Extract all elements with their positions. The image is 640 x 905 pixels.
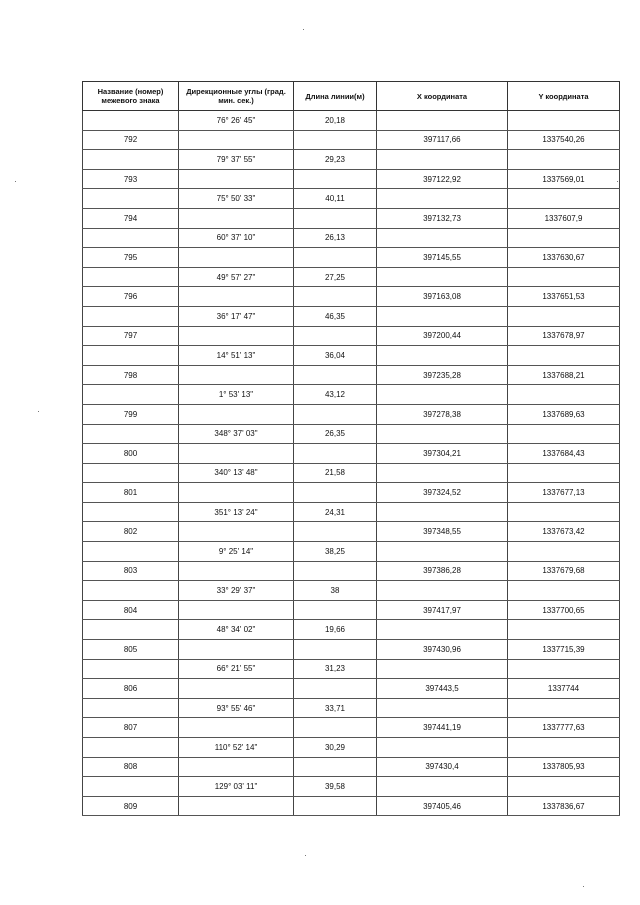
table-body	[83, 111, 620, 816]
y-coordinate-cell: 1337744	[508, 679, 620, 699]
x-coordinate-cell	[377, 581, 508, 601]
marker-name-cell	[83, 111, 179, 131]
marker-name-cell: 793	[83, 169, 179, 189]
y-coordinate-cell	[508, 738, 620, 758]
line-length-cell: 19,66	[294, 620, 377, 640]
direction-angle-cell	[179, 169, 294, 189]
direction-angle-cell: 48° 34' 02"	[179, 620, 294, 640]
segment-row	[83, 424, 620, 444]
point-row	[83, 757, 620, 777]
marker-name-cell: 792	[83, 130, 179, 150]
direction-angle-cell: 93° 55' 46"	[179, 698, 294, 718]
point-row	[83, 718, 620, 738]
direction-angle-cell: 351° 13' 24"	[179, 502, 294, 522]
marker-name-cell	[83, 346, 179, 366]
line-length-cell	[294, 248, 377, 268]
header-line-length: Длина линии(м)	[294, 82, 377, 111]
x-coordinate-cell: 397200,44	[377, 326, 508, 346]
x-coordinate-cell	[377, 189, 508, 209]
x-coordinate-cell: 397122,92	[377, 169, 508, 189]
x-coordinate-cell: 397417,97	[377, 600, 508, 620]
x-coordinate-cell: 397324,52	[377, 483, 508, 503]
scan-speck	[15, 181, 16, 182]
y-coordinate-cell: 1337630,67	[508, 248, 620, 268]
point-row	[83, 326, 620, 346]
marker-name-cell: 807	[83, 718, 179, 738]
segment-row	[83, 620, 620, 640]
y-coordinate-cell: 1337805,93	[508, 757, 620, 777]
point-row	[83, 522, 620, 542]
y-coordinate-cell	[508, 111, 620, 131]
line-length-cell: 24,31	[294, 502, 377, 522]
marker-name-cell: 797	[83, 326, 179, 346]
segment-row	[83, 581, 620, 601]
y-coordinate-cell: 1337679,68	[508, 561, 620, 581]
line-length-cell: 46,35	[294, 306, 377, 326]
direction-angle-cell	[179, 796, 294, 816]
x-coordinate-cell	[377, 424, 508, 444]
direction-angle-cell	[179, 640, 294, 660]
point-row	[83, 679, 620, 699]
direction-angle-cell	[179, 287, 294, 307]
direction-angle-cell	[179, 404, 294, 424]
x-coordinate-cell: 397405,46	[377, 796, 508, 816]
marker-name-cell: 801	[83, 483, 179, 503]
x-coordinate-cell	[377, 542, 508, 562]
x-coordinate-cell: 397278,38	[377, 404, 508, 424]
y-coordinate-cell	[508, 267, 620, 287]
segment-row	[83, 385, 620, 405]
scan-speck	[583, 886, 584, 887]
x-coordinate-cell: 397430,96	[377, 640, 508, 660]
segment-row	[83, 189, 620, 209]
y-coordinate-cell	[508, 306, 620, 326]
line-length-cell	[294, 796, 377, 816]
y-coordinate-cell	[508, 463, 620, 483]
line-length-cell: 38,25	[294, 542, 377, 562]
line-length-cell: 36,04	[294, 346, 377, 366]
marker-name-cell	[83, 385, 179, 405]
marker-name-cell	[83, 189, 179, 209]
direction-angle-cell	[179, 561, 294, 581]
y-coordinate-cell	[508, 502, 620, 522]
segment-row	[83, 111, 620, 131]
x-coordinate-cell: 397145,55	[377, 248, 508, 268]
segment-row	[83, 228, 620, 248]
y-coordinate-cell: 1337673,42	[508, 522, 620, 542]
direction-angle-cell: 110° 52' 14"	[179, 738, 294, 758]
direction-angle-cell: 1° 53' 13"	[179, 385, 294, 405]
x-coordinate-cell: 397163,08	[377, 287, 508, 307]
y-coordinate-cell: 1337688,21	[508, 365, 620, 385]
boundary-coordinates-table	[82, 81, 620, 816]
point-row	[83, 287, 620, 307]
x-coordinate-cell	[377, 111, 508, 131]
y-coordinate-cell: 1337684,43	[508, 444, 620, 464]
line-length-cell	[294, 130, 377, 150]
header-direction-angle: Дирекционные углы (град. мин. сек.)	[179, 82, 294, 111]
marker-name-cell	[83, 463, 179, 483]
x-coordinate-cell	[377, 502, 508, 522]
direction-angle-cell	[179, 718, 294, 738]
line-length-cell	[294, 287, 377, 307]
direction-angle-cell: 14° 51' 13"	[179, 346, 294, 366]
scan-speck	[38, 411, 39, 412]
scan-speck	[305, 855, 306, 856]
marker-name-cell	[83, 542, 179, 562]
y-coordinate-cell: 1337607,9	[508, 208, 620, 228]
segment-row	[83, 150, 620, 170]
x-coordinate-cell: 397441,19	[377, 718, 508, 738]
line-length-cell	[294, 326, 377, 346]
x-coordinate-cell: 397386,28	[377, 561, 508, 581]
marker-name-cell	[83, 659, 179, 679]
line-length-cell	[294, 365, 377, 385]
direction-angle-cell: 66° 21' 55"	[179, 659, 294, 679]
scan-speck	[303, 29, 304, 30]
marker-name-cell: 800	[83, 444, 179, 464]
line-length-cell	[294, 483, 377, 503]
line-length-cell: 39,58	[294, 777, 377, 797]
direction-angle-cell	[179, 444, 294, 464]
y-coordinate-cell: 1337715,39	[508, 640, 620, 660]
x-coordinate-cell	[377, 150, 508, 170]
segment-row	[83, 542, 620, 562]
point-row	[83, 796, 620, 816]
line-length-cell	[294, 640, 377, 660]
x-coordinate-cell: 397443,5	[377, 679, 508, 699]
x-coordinate-cell	[377, 228, 508, 248]
direction-angle-cell	[179, 757, 294, 777]
line-length-cell: 20,18	[294, 111, 377, 131]
segment-row	[83, 659, 620, 679]
segment-row	[83, 738, 620, 758]
direction-angle-cell: 348° 37' 03"	[179, 424, 294, 444]
x-coordinate-cell	[377, 306, 508, 326]
x-coordinate-cell: 397304,21	[377, 444, 508, 464]
direction-angle-cell: 33° 29' 37"	[179, 581, 294, 601]
line-length-cell	[294, 600, 377, 620]
marker-name-cell	[83, 502, 179, 522]
marker-name-cell	[83, 228, 179, 248]
line-length-cell: 40,11	[294, 189, 377, 209]
scan-speck	[617, 181, 618, 182]
y-coordinate-cell	[508, 659, 620, 679]
y-coordinate-cell	[508, 228, 620, 248]
x-coordinate-cell	[377, 385, 508, 405]
marker-name-cell	[83, 777, 179, 797]
y-coordinate-cell: 1337678,97	[508, 326, 620, 346]
marker-name-cell: 809	[83, 796, 179, 816]
direction-angle-cell	[179, 365, 294, 385]
x-coordinate-cell	[377, 738, 508, 758]
y-coordinate-cell	[508, 777, 620, 797]
point-row	[83, 483, 620, 503]
direction-angle-cell: 49° 57' 27"	[179, 267, 294, 287]
x-coordinate-cell: 397132,73	[377, 208, 508, 228]
y-coordinate-cell	[508, 424, 620, 444]
point-row	[83, 208, 620, 228]
direction-angle-cell	[179, 208, 294, 228]
table-header	[83, 82, 620, 111]
line-length-cell: 29,23	[294, 150, 377, 170]
direction-angle-cell	[179, 326, 294, 346]
segment-row	[83, 698, 620, 718]
y-coordinate-cell: 1337540,26	[508, 130, 620, 150]
y-coordinate-cell	[508, 346, 620, 366]
line-length-cell: 43,12	[294, 385, 377, 405]
marker-name-cell: 798	[83, 365, 179, 385]
marker-name-cell: 795	[83, 248, 179, 268]
point-row	[83, 365, 620, 385]
header-marker-name: Название (номер) межевого знака	[83, 82, 179, 111]
marker-name-cell: 806	[83, 679, 179, 699]
header-x-coordinate: X координата	[377, 82, 508, 111]
segment-row	[83, 267, 620, 287]
y-coordinate-cell: 1337689,63	[508, 404, 620, 424]
marker-name-cell: 794	[83, 208, 179, 228]
x-coordinate-cell: 397430,4	[377, 757, 508, 777]
segment-row	[83, 777, 620, 797]
marker-name-cell	[83, 150, 179, 170]
segment-row	[83, 346, 620, 366]
direction-angle-cell	[179, 679, 294, 699]
marker-name-cell	[83, 620, 179, 640]
x-coordinate-cell	[377, 620, 508, 640]
line-length-cell: 21,58	[294, 463, 377, 483]
marker-name-cell	[83, 698, 179, 718]
line-length-cell	[294, 561, 377, 581]
direction-angle-cell: 340° 13' 48"	[179, 463, 294, 483]
y-coordinate-cell	[508, 189, 620, 209]
direction-angle-cell: 75° 50' 33"	[179, 189, 294, 209]
point-row	[83, 404, 620, 424]
y-coordinate-cell: 1337836,67	[508, 796, 620, 816]
y-coordinate-cell: 1337700,65	[508, 600, 620, 620]
x-coordinate-cell	[377, 267, 508, 287]
point-row	[83, 640, 620, 660]
marker-name-cell	[83, 424, 179, 444]
line-length-cell	[294, 757, 377, 777]
line-length-cell: 26,13	[294, 228, 377, 248]
direction-angle-cell: 129° 03' 11"	[179, 777, 294, 797]
y-coordinate-cell: 1337569,01	[508, 169, 620, 189]
line-length-cell: 31,23	[294, 659, 377, 679]
direction-angle-cell	[179, 522, 294, 542]
marker-name-cell: 808	[83, 757, 179, 777]
y-coordinate-cell	[508, 581, 620, 601]
header-y-coordinate: Y координата	[508, 82, 620, 111]
line-length-cell: 38	[294, 581, 377, 601]
line-length-cell	[294, 679, 377, 699]
line-length-cell: 27,25	[294, 267, 377, 287]
marker-name-cell	[83, 581, 179, 601]
direction-angle-cell: 76° 26' 45"	[179, 111, 294, 131]
segment-row	[83, 502, 620, 522]
line-length-cell	[294, 169, 377, 189]
y-coordinate-cell: 1337651,53	[508, 287, 620, 307]
line-length-cell	[294, 522, 377, 542]
direction-angle-cell	[179, 248, 294, 268]
direction-angle-cell	[179, 130, 294, 150]
x-coordinate-cell	[377, 463, 508, 483]
marker-name-cell: 804	[83, 600, 179, 620]
x-coordinate-cell	[377, 777, 508, 797]
direction-angle-cell: 36° 17' 47"	[179, 306, 294, 326]
line-length-cell: 30,29	[294, 738, 377, 758]
y-coordinate-cell: 1337777,63	[508, 718, 620, 738]
point-row	[83, 248, 620, 268]
direction-angle-cell	[179, 483, 294, 503]
x-coordinate-cell	[377, 698, 508, 718]
marker-name-cell: 802	[83, 522, 179, 542]
direction-angle-cell: 9° 25' 14"	[179, 542, 294, 562]
line-length-cell	[294, 404, 377, 424]
marker-name-cell	[83, 267, 179, 287]
segment-row	[83, 463, 620, 483]
line-length-cell: 26,35	[294, 424, 377, 444]
y-coordinate-cell	[508, 150, 620, 170]
direction-angle-cell	[179, 600, 294, 620]
x-coordinate-cell	[377, 659, 508, 679]
point-row	[83, 600, 620, 620]
y-coordinate-cell	[508, 385, 620, 405]
y-coordinate-cell	[508, 698, 620, 718]
x-coordinate-cell: 397235,28	[377, 365, 508, 385]
x-coordinate-cell	[377, 346, 508, 366]
line-length-cell	[294, 208, 377, 228]
direction-angle-cell: 60° 37' 10"	[179, 228, 294, 248]
point-row	[83, 130, 620, 150]
marker-name-cell: 799	[83, 404, 179, 424]
x-coordinate-cell: 397348,55	[377, 522, 508, 542]
line-length-cell	[294, 718, 377, 738]
marker-name-cell	[83, 306, 179, 326]
line-length-cell	[294, 444, 377, 464]
marker-name-cell	[83, 738, 179, 758]
header-row	[83, 82, 620, 111]
marker-name-cell: 803	[83, 561, 179, 581]
y-coordinate-cell	[508, 620, 620, 640]
x-coordinate-cell: 397117,66	[377, 130, 508, 150]
marker-name-cell: 805	[83, 640, 179, 660]
y-coordinate-cell	[508, 542, 620, 562]
point-row	[83, 169, 620, 189]
segment-row	[83, 306, 620, 326]
marker-name-cell: 796	[83, 287, 179, 307]
line-length-cell: 33,71	[294, 698, 377, 718]
direction-angle-cell: 79° 37' 55"	[179, 150, 294, 170]
y-coordinate-cell: 1337677,13	[508, 483, 620, 503]
point-row	[83, 444, 620, 464]
point-row	[83, 561, 620, 581]
